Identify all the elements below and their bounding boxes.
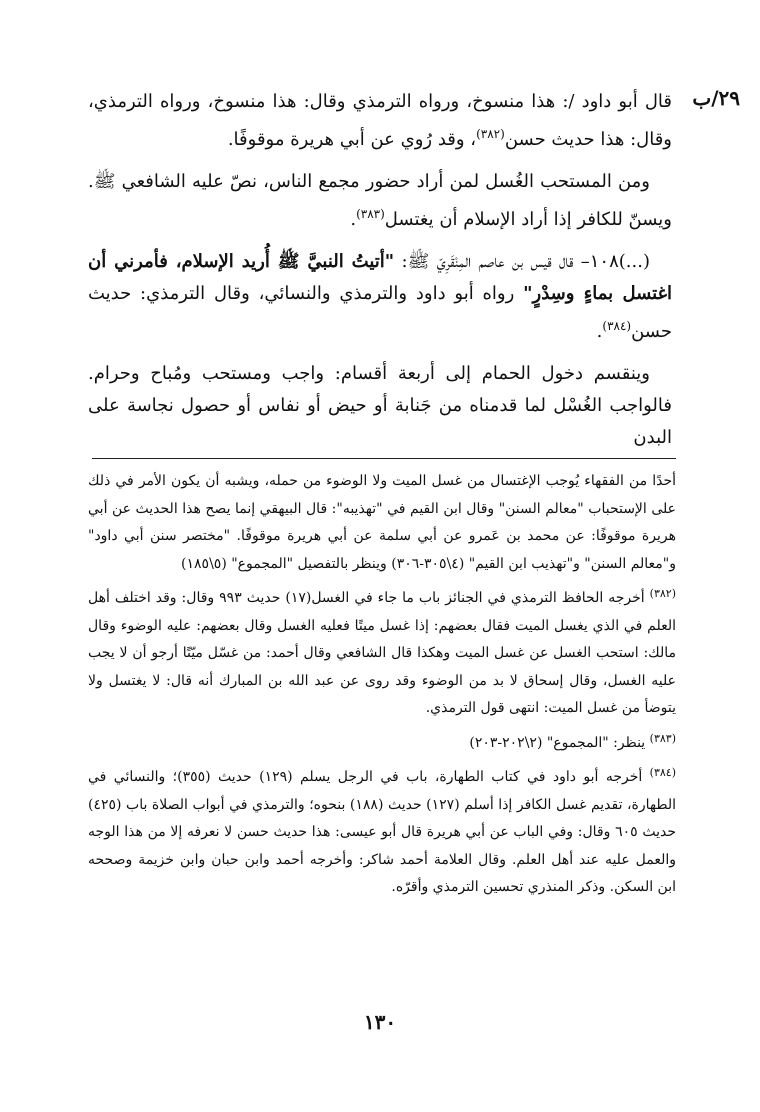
footnote-384-number: (٣٨٤)	[649, 766, 676, 779]
main-text	[88, 86, 672, 464]
footnote-383-text: ينظر: "المجموع" (٢\٢٠٢-٢٠٣)	[469, 734, 650, 751]
footnote-ref-382[interactable]: (٣٨٢)	[476, 127, 505, 141]
footnote-384	[88, 759, 676, 902]
paragraph-3	[88, 246, 672, 348]
paragraph-2-text: ومن المستحب الغُسل لمن أراد حضور مجمع الناس، نصّ عليه الشافعي ﷺ. ويسنّ للكافر إذا أراد الإسلام أن يغتسل	[88, 171, 672, 230]
paragraph-3-text: رواه أبو داود والترمذي والنسائي، وقال الترمذي: حديث حسن	[88, 283, 672, 342]
footnote-384-text: أخرجه أبو داود في كتاب الطهارة، باب في الرجل يسلم (١٢٩) حديث (٣٥٥)؛ والنسائي في الطهارة، تقديم غسل الكافر إذا أسلم (١٢٧) حديث (١٨٨) بنحوه؛ والترمذي في أبواب الصلاة باب (٤٢٥) حديث ٦٠٥ وقال: وفي الباب عن أبي هريرة قال أبو عيسى: هذا حديث حسن لا نعرفه إلا من هذا الوجه والعمل عليه عند أهل العلم. وقال العلامة أحمد شاكر: وأخرجه أحمد وابن حبان وابن خزيمة وصححه ابن السكن. وذكر المنذري تحسين الترمذي وأقرّه.	[88, 769, 676, 895]
footnote-382-number: (٣٨٢)	[649, 587, 676, 600]
footnote-382-text: أخرجه الحافظ الترمذي في الجنائز باب ما جاء في الغسل(١٧) حديث ٩٩٣ وقال: وقد اختلف أهل العلم في الذي يغسل الميت فقال بعضهم: إذا غسل ميتًا فعليه الغسل وقال بعضهم: عليه الوضوء وقال مالك: استحب الغسل عن غسل الميت وهكذا قال الشافعي وقال أحمد: من غسّل ميّتًا أرجو أن لا يجب عليه الغسل، وقال إسحاق لا بد من الوضوء وقد روى عن عبد الله بن المبارك أنه قال: لا يغتسل ولا يتوضأ من غسل الميت: انتهى قول الترمذي.	[88, 590, 676, 716]
hadith-number: (...)١٠٨– قال قيس بن عاصم المِنْقَرِيّ ﷺ:	[394, 251, 650, 272]
paragraph-2-text-end: .	[350, 209, 357, 230]
footnote-ref-383[interactable]: (٣٨٣)	[356, 207, 385, 221]
footnote-divider	[92, 458, 676, 459]
footnote-383	[88, 725, 676, 758]
footnote-continuation: أحدًا من الفقهاء يُوجب الإغتسال من غسل الميت ولا الوضوء من حمله، ويشبه أن يكون الأمر في ذلك على الإستحباب "معالم السنن" وقال ابن القيم في "تهذيبه": قال البيهقي إنما يصح هذا الحديث عن أبي هريرة موقوفًا: عن محمد بن عَمرو عن أبي سلمة عن أبي هريرة موقوفًا. "مختصر سنن أبي داود" و"معالم السنن" و"تهذيب ابن القيم" (٤\٣٠٥-٣٠٦) وينظر بالتفصيل "المجموع" (٥\١٨٥)	[88, 473, 676, 572]
manuscript-folio-ref: ٢٩/ب	[692, 86, 740, 110]
footnotes	[88, 468, 676, 904]
page-number: ١٣٠	[363, 1010, 397, 1034]
paragraph-4: وينقسم دخول الحمام إلى أربعة أقسام: واجب ومستحب ومُباح وحرام. فالواجب الغُسْل لما قدمناه من جَنابة أو حيض أو نفاس أو حصول نجاسة على البدن	[88, 363, 672, 448]
paragraph-1	[88, 86, 672, 156]
footnote-382	[88, 580, 676, 723]
paragraph-1-text-end: ، وقد رُوي عن أبي هريرة موقوفًا.	[227, 129, 477, 150]
footnote-383-number: (٣٨٣)	[649, 731, 676, 745]
footnote-ref-384[interactable]: (٣٨٤)	[602, 319, 632, 333]
paragraph-2	[88, 166, 672, 236]
hadith-quote: "أتيتُ النبيَّ ﷺ أُريد الإسلام، فأمرني أن اغتسل بماءٍ وسِدْرٍ"	[88, 251, 672, 304]
paragraph-3-text-end: .	[596, 321, 603, 342]
paragraph-1-text: قال أبو داود /: هذا منسوخ، ورواه الترمذي وقال: هذا منسوخ، ورواه الترمذي، وقال: هذا حديث حسن	[88, 91, 672, 150]
